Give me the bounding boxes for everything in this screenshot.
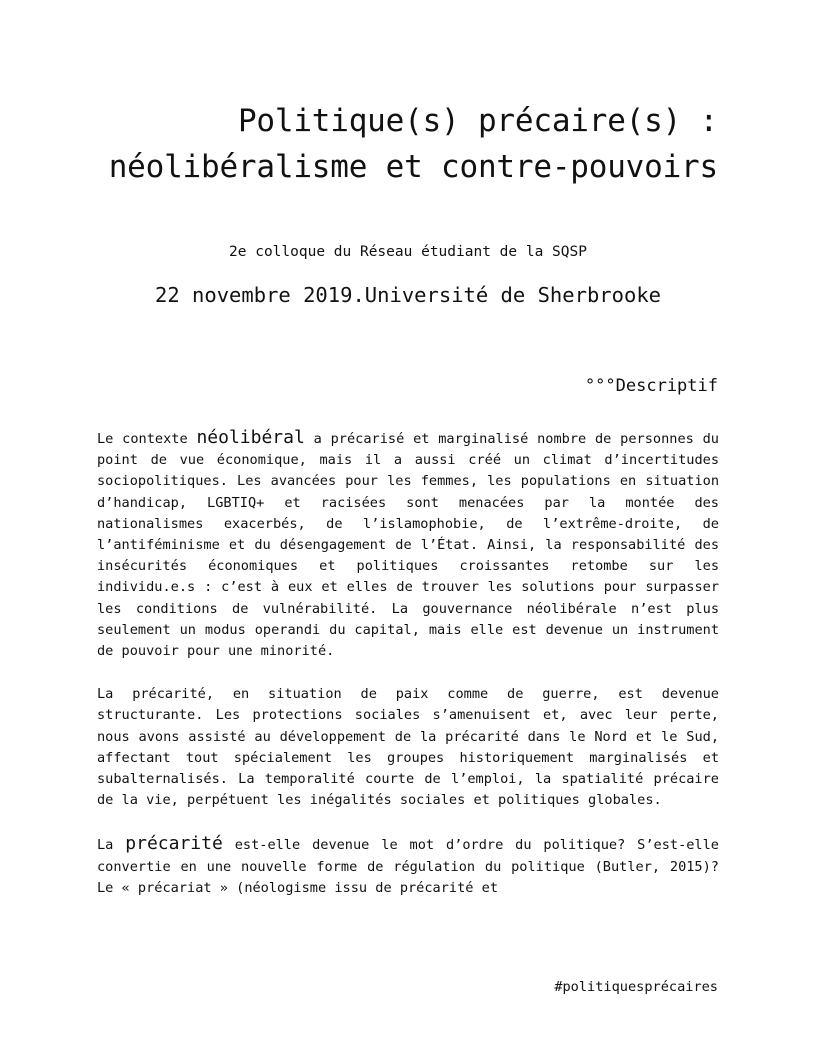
section-heading-descriptif: °°°Descriptif	[584, 376, 718, 396]
paragraph-1-emphasis: néolibéral	[196, 427, 305, 448]
date-and-venue: 22 novembre 2019.Université de Sherbrooke	[154, 283, 662, 307]
document-title	[78, 98, 718, 190]
paragraph-3-emphasis: précarité	[125, 833, 223, 855]
paragraph-3-lead: La	[97, 837, 126, 854]
title-line-2: néolibéralisme et contre-pouvoirs	[108, 149, 718, 185]
paragraph-3-rest: est-elle devenue le mot d’ordre du politique? S’est-elle convertie en une nouvelle forme de régulation du politique (Butler, 2015)? Le « précariat » (néologisme issu de précarité et	[97, 837, 719, 896]
paragraph-1-lead: Le contexte	[97, 431, 197, 447]
description-body	[97, 427, 719, 921]
hashtag: #politiquesprécaires	[554, 979, 718, 995]
paragraph-3	[97, 833, 719, 899]
paragraph-1-rest: a précarisé et marginalisé nombre de personnes du point de vue économique, mais il a aussi créé un climat d’incertitudes sociopolitiques. Les avancées pour les femmes, les populations en situation d’handicap, LGBTIQ+ et racisées sont menacées par la montée des nationalismes exacerbés, de l’islamophobie, de l’extrême-droite, de l’antiféminisme et du désengagement de l’État. Ainsi, la responsabilité des insécurités économiques et politiques croissantes retombe sur les individu.e.s : c’est à eux et elles de trouver les solutions pour surpasser les conditions de vulnérabilité. La gouvernance néolibérale n’est plus seulement un modus operandi du capital, mais elle est devenue un instrument de pouvoir pour une minorité.	[97, 431, 719, 660]
colloquium-subtitle: 2e colloque du Réseau étudiant de la SQSP	[229, 244, 587, 260]
title-line-1: Politique(s) précaire(s) :	[237, 103, 718, 139]
paragraph-1	[97, 427, 719, 662]
paragraph-2: La précarité, en situation de paix comme de guerre, est devenue structurante. Les protections sociales s’amenuisent et, avec leur perte, nous avons assisté au développement de la précarité dans le Nord et le Sud, affectant tout spécialement les groupes historiquement marginalisés et subalternalisés. La temporalité courte de l’emploi, la spatialité précaire de la vie, perpétuent les inégalités sociales et politiques globales.	[97, 686, 719, 809]
